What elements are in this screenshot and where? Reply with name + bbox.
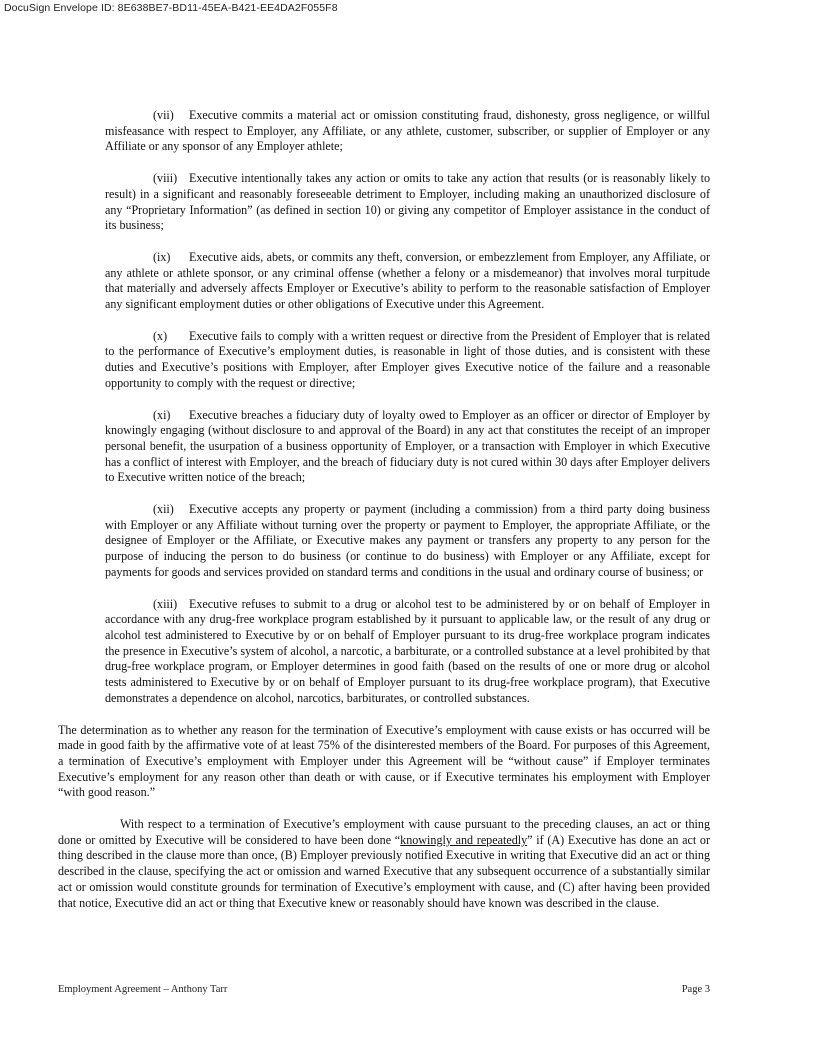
envelope-id-header: DocuSign Envelope ID: 8E638BE7-BD11-45EA-B421-EE4DA2F055F8 [4,2,338,14]
clause-text: Executive refuses to submit to a drug or alcohol test to be administered by or on behalf of Employer in accordance with any drug-free workplace program established by it pursuant to applicable law, or the result of any drug or alcohol test administered to Executive by or on behalf of Employer pursuant to its drug-free workplace program indicates the presence in Executive’s system of alcohol, a narcotic, a barbiturate, or a controlled substance at a level prohibited by that drug-free workplace program, or Employer determines in good faith (based on the results of one or more drug or alcohol tests administered to Executive by or on behalf of Employer pursuant to its drug-free workplace program), that Executive demonstrates a dependence on alcohol, narcotics, barbiturates, or controlled substances. [105,596,710,705]
clause-text: Executive accepts any property or payment (including a commission) from a third party doing business with Employer or any Affiliate without turning over the property or payment to Employer, the appropriate Affiliate, or the designee of Employer or the Affiliate, or Executive makes any payment or transfers any property to any person for the purpose of inducing the person to do business (or continue to do business) with Employer or any Affiliate, except for payments for goods and services provided on standard terms and conditions in the usual and ordinary course of business; or [105,502,710,579]
clause-text: Executive commits a material act or omission constituting fraud, dishonesty, gross negligence, or willful misfeasance with respect to Employer, any Affiliate, or any athlete, customer, subscriber, or supplier of Employer or any Affiliate or any sponsor of any Employer athlete; [105,108,710,154]
paragraph-text-end: ” if (A) Executive has done an act or thing described in the clause more than once, (B) Employer previously notified Executive in writing that Executive did an act or thing described in the clause, specifying the act or omission and warned Executive that any subsequent occurrence of a substantially similar act or omission would constitute grounds for termination of Executive’s employment with cause, and (C) after having been provided that notice, Executive did an act or thing that Executive knew or reasonably should have known was described in the clause. [58,832,711,910]
clause-number: (viii) [153,171,178,186]
clause-xiii [105,597,710,707]
footer-page-number: Page 3 [681,984,710,995]
clause-xi [105,408,710,487]
paragraph-text-start: With respect to a termination of Executive’s employment with cause pursuant to the preceding clauses, an act or thing done or omitted by Executive will be considered to have been done “ [58,817,710,847]
clause-number: (ix) [153,249,171,264]
knowingly-repeatedly-paragraph [58,817,710,911]
clause-text: Executive intentionally takes any action or omits to take any action that results (or is reasonably likely to result) in a significant and reasonably foreseeable detriment to Employer, including making an unauthorized disclosure of any “Proprietary Information” (as defined in section 10) or giving any competitor of Employer assistance in the conduct of its business; [105,171,710,233]
document-body [58,108,710,927]
clause-text: Executive breaches a fiduciary duty of loyalty owed to Employer as an officer or director of Employer by knowingly engaging (without disclosure to and approval of the Board) in any act that constitutes the receipt of an improper personal benefit, the usurpation of a business opportunity of Employer, or a transaction with Employer in which Executive has a conflict of interest with Employer, and the breach of fiduciary duty is not cured within 30 days after Employer delivers to Executive written notice of the breach; [105,407,710,485]
clause-viii [105,171,710,234]
clause-xii [105,502,710,581]
clause-number: (vii) [153,108,174,122]
clause-number: (xi) [153,407,171,422]
clause-ix [105,250,710,313]
clause-number: (x) [153,328,168,343]
footer-document-title: Employment Agreement – Anthony Tarr [58,984,228,995]
clause-text: Executive fails to comply with a written request or directive from the President of Employer that is related to the performance of Executive’s employment duties, is reasonable in light of those duties, and is consistent with these duties and Executive’s positions with Employer, after Employer gives Executive notice of the failure and a reasonable opportunity to comply with the request or directive; [105,328,710,390]
determination-paragraph: The determination as to whether any reason for the termination of Executive’s employment with cause exists or has occurred will be made in good faith by the affirmative vote of at least 75% of the disinterested members of the Board. For purposes of this Agreement, a termination of Executive’s employment with Employer under this Agreement will be “without cause” if Employer terminates Executive’s employment for any reason other than death or with cause, or if Executive terminates his employment with Employer “with good reason.” [58,722,710,800]
clause-vii [105,108,710,155]
clause-number: (xii) [153,502,174,517]
underlined-term: knowingly and repeatedly [400,832,528,847]
clause-text: Executive aids, abets, or commits any theft, conversion, or embezzlement from Employer, any Affiliate, or any athlete or athlete sponsor, or any criminal offense (whether a felony or a misdemeanor) that involves moral turpitude that materially and adversely affects Employer or Executive’s ability to perform to the reasonable satisfaction of Employer any significant employment duties or other obligations of Executive under this Agreement. [105,249,710,312]
clause-x [105,329,710,392]
clause-number: (xiii) [153,596,178,611]
